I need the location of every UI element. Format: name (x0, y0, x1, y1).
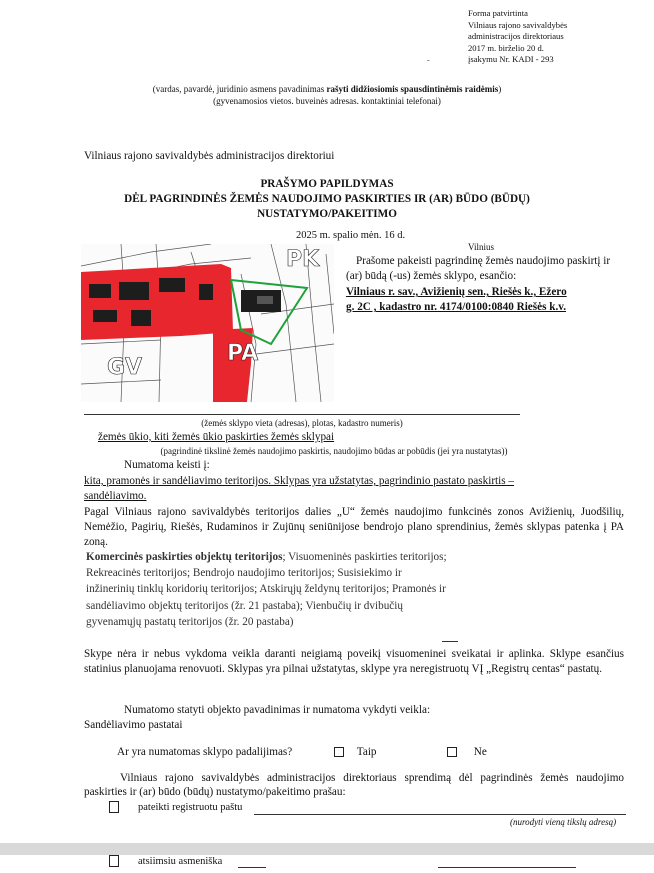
delivery-mail-checkbox[interactable] (109, 801, 119, 813)
applicant-address-hint: (gyvenamosios vietos. buveinės adresas. kontaktiniai telefonai) (213, 96, 441, 106)
signature-line[interactable] (438, 867, 576, 868)
delivery-personal-checkbox[interactable] (109, 855, 119, 867)
date (296, 230, 405, 241)
next-page-area (0, 855, 654, 873)
delivery-mail-address-field[interactable] (254, 814, 626, 815)
zone-underline (442, 641, 458, 642)
applicant-name-hint (0, 84, 654, 94)
title-line-1: PRAŠYMO PAPILDYMAS (260, 178, 394, 190)
plot-map-image (81, 244, 334, 402)
date-men: mėn. (360, 230, 382, 241)
date-month: spalio (333, 230, 359, 241)
zone-list (86, 549, 448, 630)
current-purpose-hint: (pagrindinė tikslinė žemės naudojimo paskirtis, naudojimo būdas ar pobūdis (jei yra nustatytas)) (160, 446, 508, 456)
date-d: d. (397, 230, 406, 241)
plot-underline (84, 414, 520, 415)
map-label-left: GV (107, 355, 143, 380)
division-question: Ar yra numatomas sklypo padalijimas? (117, 746, 293, 758)
division-yes-label: Taip (356, 746, 377, 758)
division-yes-option[interactable] (334, 746, 377, 758)
request-intro: Prašome pakeisti pagrindinę žemės naudojimo paskirtį ir (ar) būdą (-us) žemės sklypo, esančio: (346, 255, 611, 282)
planned-value-line-2: sandėliavimo. (84, 490, 147, 502)
plot-hint: (žemės sklypo vieta (adresas), plotas, kadastro numeris) (201, 418, 403, 428)
date-year: 2025 (296, 230, 317, 241)
delivery-hint: (nurodyti vieną tikslų adresą) (510, 817, 617, 827)
zone-list-bold: Komercinės paskirties objektų teritorijos (86, 551, 283, 563)
delivery-personal-label: atsiimsiu asmeniška (138, 856, 223, 867)
approval-line: Vilniaus rajono savivaldybės (468, 19, 568, 30)
page-break-band (0, 843, 654, 855)
hint-prefix: (vardas, pavardė, juridinio asmens pavadinimas (152, 84, 327, 94)
division-no-checkbox[interactable] (447, 747, 457, 757)
approval-line: administracijos direktoriaus (468, 31, 564, 42)
approval-line: įsakymu Nr. KADI - 293 (468, 54, 554, 65)
approval-line: Forma patvirtinta (468, 8, 528, 18)
recipient: Vilniaus rajono savivaldybės administracijos direktoriui (84, 150, 335, 162)
stray-mark: ˉ (427, 58, 430, 67)
object-label: Numatomo statyti objekto pavadinimas ir numatoma vykdyti veikla: (124, 704, 431, 716)
plot-address-line-2: g. 2C , kadastro nr. 4174/0100:0840 Riešės k.v. (346, 301, 567, 313)
city: Vilnius (468, 242, 494, 252)
decision-text: Vilniaus rajono savivaldybės administracijos direktoriaus sprendimą dėl pagrindinės žemės naudojimo paskirties ir (ar) būdo (būdų) nustatymo/pakeitimo prašau: (84, 772, 624, 798)
division-no-option[interactable] (447, 746, 487, 758)
date-day: 16 (384, 230, 395, 241)
approval-note (468, 8, 567, 66)
hint-suffix: ) (498, 84, 502, 94)
plot-address-line-1: Vilniaus r. sav., Avižienių sen., Riešės k., Ežero (346, 286, 567, 298)
plan-text: Pagal Vilniaus rajono savivaldybės teritorijos dalies „U“ žemės naudojimo funkcinės zonos Avižienių, Juodšilių, Nemėžio, Pagirių, Riešės, Rudaminos ir Zujūnų seniūnijose bendrojo plano sprendinius, žemės sklypas patenka į PA zoną. (84, 506, 624, 549)
current-purpose-value: žemės ūkio, kiti žemės ūkio paskirties žemės sklypai (98, 431, 335, 443)
map-label-center: PA (227, 341, 259, 366)
signature-stub-line (238, 867, 266, 868)
date-m: m. (319, 230, 331, 241)
current-purpose (84, 431, 334, 443)
planned-label: Numatoma keisti į: (124, 459, 210, 471)
map-label-top: PK (286, 247, 320, 272)
title-line-3: NUSTATYMO/PAKEITIMO (257, 208, 397, 220)
hint-bold: rašyti didžiosiomis spausdintinėmis raidėmis (326, 84, 499, 94)
title-line-2: DĖL PAGRINDINĖS ŽEMĖS NAUDOJIMO PASKIRTIES IR (AR) BŪDO (BŪDŲ) (124, 193, 530, 205)
approval-line: 2017 m. birželio 20 d. (468, 42, 544, 53)
object-value: Sandėliavimo pastatai (84, 719, 183, 731)
delivery-mail-label: pateikti registruotu paštu (138, 802, 243, 813)
division-no-label: Ne (473, 746, 487, 758)
impact-text: Skype nėra ir nebus vykdoma veikla daranti neigiamą poveikį visuomeninei sveikatai ir aplinka. Sklype esančius statinius planuojama renovuoti. Sklypas yra pilnai užstatytas, sklype yra neregistruotų VĮ „Registrų centas“ pastatų. (84, 648, 624, 676)
division-yes-checkbox[interactable] (334, 747, 344, 757)
planned-value-line-1: kita, pramonės ir sandėliavimo teritorijos. Sklypas yra užstatytas, pagrindinio pastato paskirtis – (84, 475, 515, 487)
zone-list-rest: ; Visuomeninės paskirties teritorijos; Rekreacinės teritorijos; Bendrojo naudojimo teritorijos; Susisiekimo ir inžinerinių tinklų koridorių teritorijos; Atskirųjų želdynų teritorijos; Pramonės ir sandėliavimo objektų teritorijos (žr. 21 pastaba); Vienbučių ir dvibučių gyvenamųjų pastatų teritorijos (žr. 20 pastaba) (86, 551, 447, 628)
